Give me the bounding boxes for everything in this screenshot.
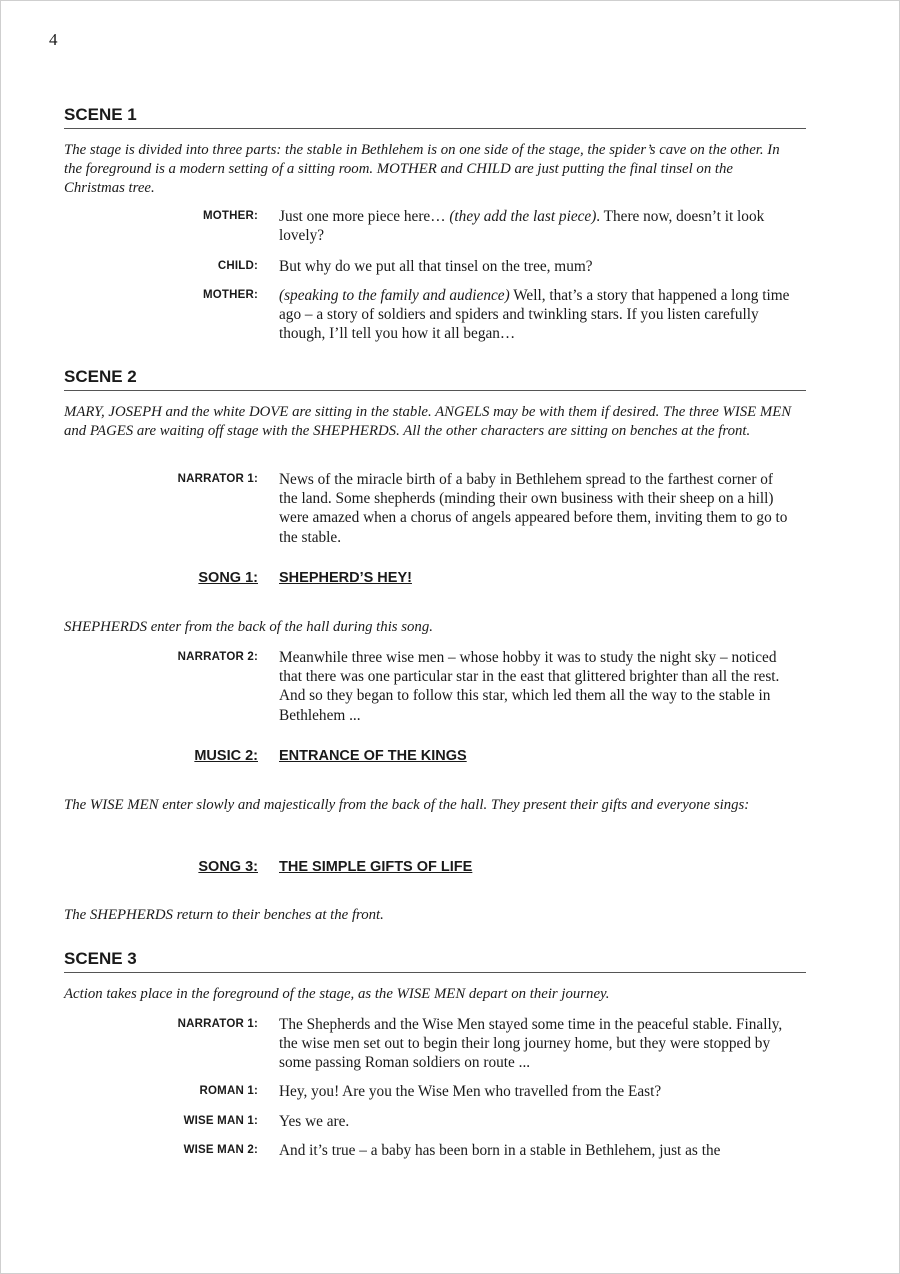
- scene-2-heading: SCENE 2: [64, 368, 806, 391]
- song-1-title: SHEPHERD’S HEY!: [279, 570, 412, 586]
- song-3-title: THE SIMPLE GIFTS OF LIFE: [279, 859, 473, 875]
- speaker-narrator-1: NARRATOR 1:: [177, 473, 258, 485]
- scene-1-stage-direction: The stage is divided into three parts: the stable in Bethlehem is on one side of the stage, the spider’s cave on the other. In the foreground is a modern setting of a sitting room. MOTHER and CHILD are just putting the final tinsel on the Christmas tree.: [64, 142, 780, 196]
- stage-direction: SHEPHERDS enter from the back of the hall during this song.: [64, 619, 433, 635]
- speaker-narrator-1: NARRATOR 1:: [177, 1018, 258, 1030]
- dialogue-line: Meanwhile three wise men – whose hobby it was to study the night sky – noticed that there was one particular star in the east that glittered brighter than all the rest. And so they began to follow this star, which led them all the way to the stable in Bethlehem ...: [279, 649, 780, 724]
- dialogue-direction: (speaking to the family and audience): [279, 287, 510, 304]
- dialogue-line: [279, 257, 794, 276]
- scene-2-stage-direction: MARY, JOSEPH and the white DOVE are sitting in the stable. ANGELS may be with them if desired. The three WISE MEN and PAGES are waiting off stage with the SHEPHERDS. All the other characters are sitting on benches at the front.: [64, 404, 792, 439]
- scene-3-heading: SCENE 3: [64, 950, 806, 973]
- song-3-label: SONG 3:: [198, 859, 258, 875]
- dialogue-line: [279, 286, 794, 344]
- speaker-child: CHILD:: [217, 260, 258, 272]
- dialogue-line: Hey, you! Are you the Wise Men who travelled from the East?: [279, 1083, 662, 1100]
- song-1-label: SONG 1:: [198, 570, 258, 586]
- speaker-mother: MOTHER:: [202, 289, 258, 301]
- dialogue-text: . There now, doesn’t it look lovely?: [279, 208, 765, 245]
- dialogue-text: But why do we put all that tinsel on the tree, mum?: [279, 258, 593, 275]
- music-2-label: MUSIC 2:: [194, 748, 258, 764]
- speaker-mother: MOTHER:: [202, 210, 258, 222]
- stage-direction: The WISE MEN enter slowly and majestically from the back of the hall. They present their gifts and everyone sings:: [64, 797, 750, 813]
- speaker-wise-man-1: WISE MAN 1:: [183, 1115, 258, 1127]
- dialogue-direction: (they add the last piece): [449, 208, 597, 225]
- dialogue-line: The Shepherds and the Wise Men stayed some time in the peaceful stable. Finally, the wise men set out to begin their long journey home, but they were stopped by some passing Roman soldiers on route ...: [279, 1016, 783, 1072]
- music-2-title: ENTRANCE OF THE KINGS: [279, 748, 467, 764]
- dialogue-line: Yes we are.: [279, 1113, 350, 1130]
- stage-direction: The SHEPHERDS return to their benches at the front.: [64, 907, 384, 923]
- dialogue-line: News of the miracle birth of a baby in Bethlehem spread to the farthest corner of the land. Some shepherds (minding their own business with their sheep on a hill) were amazed when a chorus of angels appeared before them, inviting them to go to the stable.: [279, 471, 788, 546]
- dialogue-line: And it’s true – a baby has been born in a stable in Bethlehem, just as the: [279, 1142, 721, 1159]
- dialogue-line: [279, 207, 794, 245]
- speaker-roman-1: ROMAN 1:: [199, 1085, 258, 1097]
- speaker-wise-man-2: WISE MAN 2:: [183, 1144, 258, 1156]
- scene-1-heading: SCENE 1: [64, 106, 806, 129]
- scene-3-stage-direction: Action takes place in the foreground of the stage, as the WISE MEN depart on their journey.: [64, 986, 610, 1002]
- page-number: 4: [49, 30, 58, 49]
- dialogue-text: Well, that’s a story that happened a long time ago – a story of soldiers and spiders and twinkling stars. If you listen carefully though, I’ll tell you how it all began…: [279, 287, 790, 343]
- dialogue-text: Just one more piece here…: [279, 208, 450, 225]
- speaker-narrator-2: NARRATOR 2:: [177, 651, 258, 663]
